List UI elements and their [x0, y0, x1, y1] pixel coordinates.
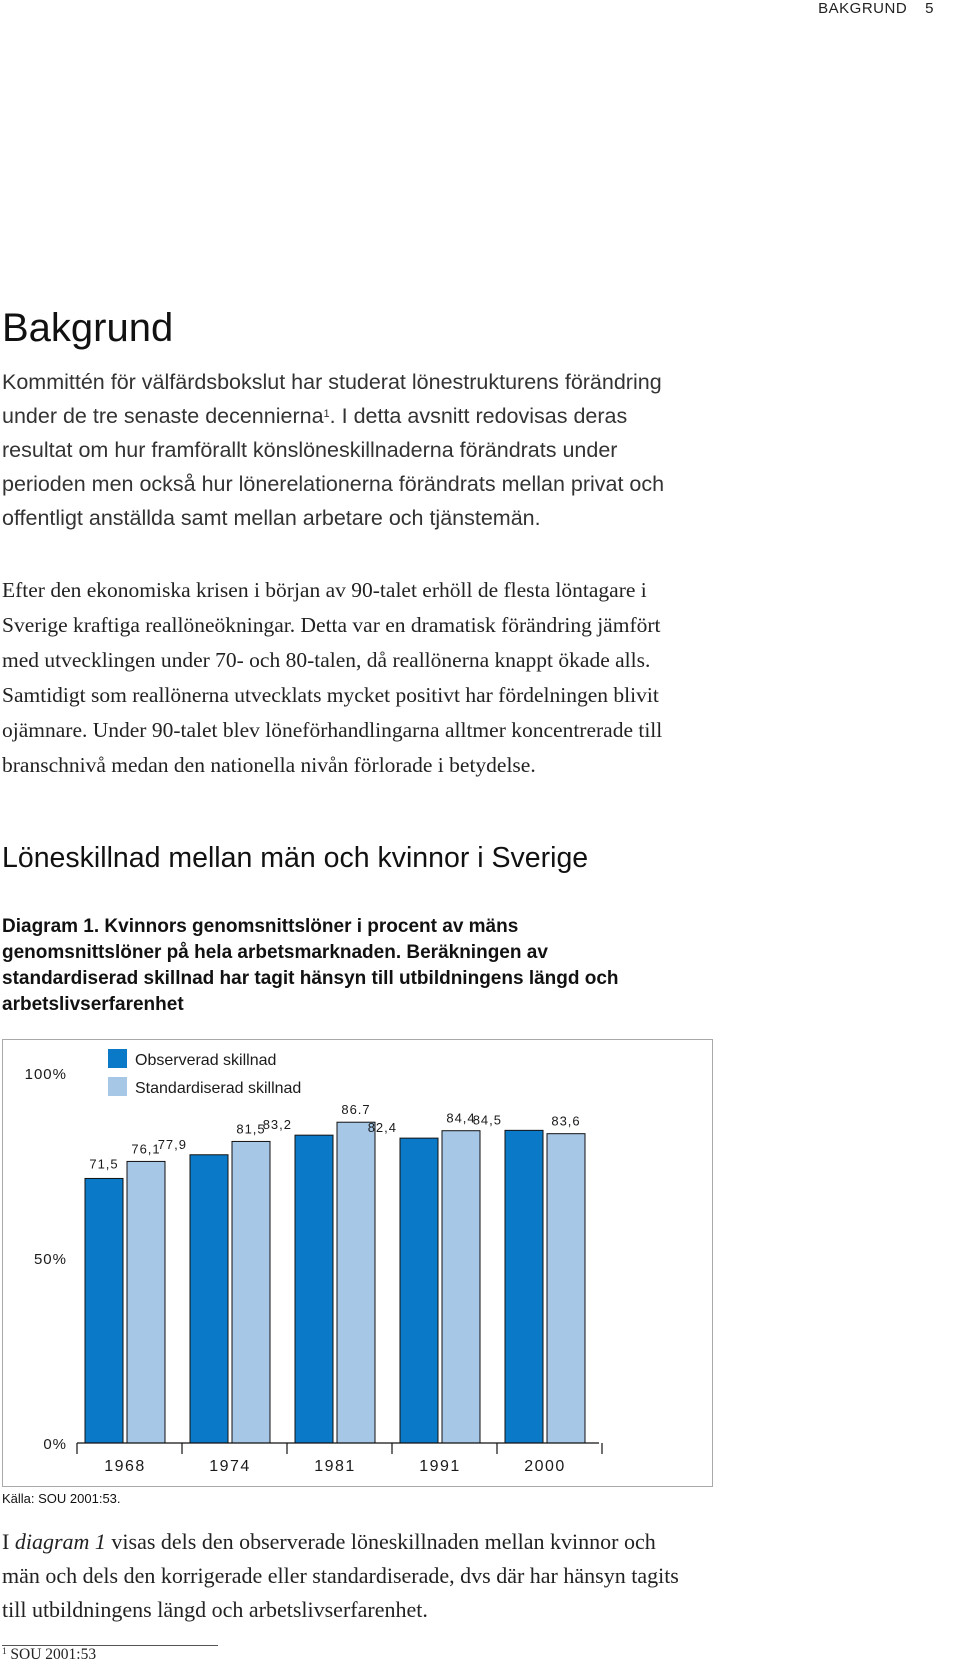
body-paragraph-2 — [2, 1525, 692, 1627]
footnote-reference[interactable]: 1 — [323, 408, 330, 420]
body2-text-2: visas dels den observerade löneskillnaden mellan kvinnor och män och dels den korrigerade eller standardiserade, dvs där har hänsyn tagits till utbildningens längd och arbetslivserfarenhet. — [2, 1529, 679, 1622]
bar-1968-1 — [85, 1178, 123, 1443]
footnote — [2, 1646, 96, 1664]
legend-label-2: Standardiserad skillnad — [135, 1080, 302, 1097]
chart-legend — [108, 1049, 301, 1097]
legend-label-1: Observerad skillnad — [135, 1052, 277, 1069]
x-tick-label-1974: 1974 — [209, 1458, 251, 1475]
chart-bars — [85, 1122, 585, 1443]
y-axis-ticks — [25, 1066, 67, 1453]
running-head-section: BAKGRUND — [818, 0, 908, 17]
page-number: 5 — [925, 0, 934, 17]
value-label-1991-1: 82,4 — [367, 1120, 397, 1136]
legend-swatch-2 — [108, 1077, 127, 1096]
x-tick-label-2000: 2000 — [524, 1458, 566, 1475]
x-tick-label-1991: 1991 — [419, 1458, 461, 1475]
bar-1974-1 — [190, 1155, 228, 1443]
footnote-marker: 1 — [2, 1646, 7, 1656]
bar-2000-2 — [547, 1134, 585, 1443]
page-title: Bakgrund — [2, 306, 174, 350]
body-paragraph-1: Efter den ekonomiska krisen i början av 90-talet erhöll de flesta löntagare i Sverige kraftiga reallöneökningar. Detta var en dramatisk förändring jämfört med utvecklingen under 70- och 80-talen, då reallönerna knappt ökade alls. Samtidigt som reallönerna utvecklats mycket positivt har fördelningen blivit ojämnare. Under 90-talet blev löneförhandlingarna alltmer koncentrerade till branschnivå medan den nationella nivån förlorade i betydelse. — [2, 578, 663, 777]
y-tick-label: 100% — [24, 1066, 67, 1083]
intro-paragraph — [2, 365, 702, 535]
intro-text-2: . I detta avsnitt redovisas deras resultat om hur framförallt könslöneskillnaderna förändrats under perioden men också hur lönerelationerna förändrats mellan privat och offentligt anställda samt mellan arbetare och tjänstemän. — [2, 404, 665, 530]
bar-1991-1 — [400, 1138, 438, 1443]
bar-1991-2 — [442, 1131, 480, 1443]
value-label-1981-2: 86.7 — [341, 1102, 371, 1118]
chart-source: Källa: SOU 2001:53. — [2, 1491, 121, 1506]
legend-swatch-1 — [108, 1049, 127, 1068]
value-label-1974-2: 81,5 — [236, 1121, 266, 1137]
value-label-2000-2: 83,6 — [551, 1113, 581, 1129]
diagram-caption: Diagram 1. Kvinnors genomsnittslöner i procent av mäns genomsnittslöner på hela arbetsmarknaden. Beräkningen av standardiserad skillnad har tagit hänsyn till utbildningens längd och arbetslivserfarenhet — [2, 916, 619, 1015]
x-tick-label-1981: 1981 — [314, 1458, 356, 1475]
bar-chart — [2, 1039, 713, 1487]
y-tick-label: 50% — [33, 1251, 67, 1268]
diagram-reference: diagram 1 — [14, 1529, 106, 1554]
section-heading: Löneskillnad mellan män och kvinnor i Sverige — [2, 842, 589, 874]
body2-text-1: I — [2, 1529, 15, 1554]
bar-1974-2 — [232, 1141, 270, 1443]
footnote-text: SOU 2001:53 — [10, 1646, 97, 1663]
intro-text-1: Kommittén för välfärdsbokslut har studerat lönestrukturens förändring under de tre senaste decennierna — [2, 370, 662, 428]
y-tick-label: 0% — [43, 1436, 67, 1453]
bar-1981-2 — [337, 1122, 375, 1443]
x-tick-label-1968: 1968 — [104, 1458, 146, 1475]
bar-1968-2 — [127, 1161, 165, 1443]
value-label-1981-1: 83,2 — [262, 1117, 292, 1133]
bar-1981-1 — [295, 1135, 333, 1443]
bar-2000-1 — [505, 1130, 543, 1443]
value-label-1968-1: 71,5 — [89, 1156, 119, 1172]
x-axis — [77, 1443, 602, 1475]
bar-chart-svg — [3, 1040, 712, 1486]
value-label-2000-1: 84,5 — [472, 1112, 502, 1128]
value-label-1968-2: 76,1 — [131, 1141, 161, 1157]
value-label-1974-1: 77,9 — [157, 1136, 187, 1152]
running-head — [818, 0, 934, 17]
value-label-1991-2: 84,4 — [446, 1110, 476, 1126]
